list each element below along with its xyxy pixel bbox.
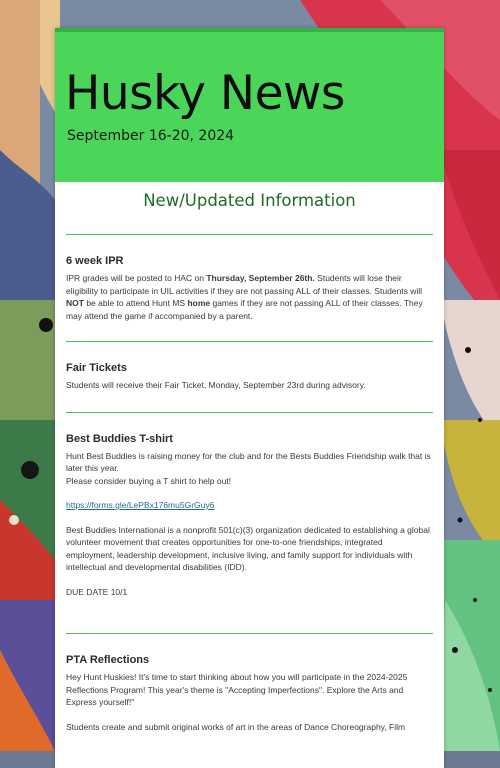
pta-text: Students create and submit original works of art in the areas of Dance Choreography, Film [66, 721, 406, 732]
best-buddies-text: Please consider buying a T shirt to help out! [66, 475, 232, 486]
ipr-heading: 6 week IPR [66, 255, 124, 267]
newsletter-date: September 16-20, 2024 [67, 128, 235, 144]
newsletter-title: Husky News [65, 66, 345, 121]
ipr-text: IPR grades will be posted to HAC on Thursday, September 26th. Students will lose their eligibility to participate in UIL activities if they are not passing ALL of their classes. Students will NOT be able to attend Hunt MS home games if they are not passing ALL of their classes. They may attend the game if accompanied by a parent. [66, 273, 423, 321]
ipr-section [55, 255, 444, 322]
pta-heading: PTA Reflections [66, 654, 150, 666]
fair-section [55, 362, 444, 392]
tshirt-form-link[interactable]: https://forms.gle/LePBx176mu5GrGuy6 [66, 500, 215, 510]
divider [66, 341, 433, 342]
newsletter-card [55, 28, 444, 768]
pta-section [55, 654, 444, 733]
divider [66, 234, 433, 235]
due-date: DUE DATE 10/1 [66, 586, 128, 597]
section-subheading: New/Updated Information [143, 191, 356, 210]
fair-heading: Fair Tickets [66, 362, 127, 374]
best-buddies-heading: Best Buddies T-shirt [66, 432, 173, 445]
divider [66, 412, 433, 413]
best-buddies-text: Hunt Best Buddies is raising money for the club and for the Bests Buddies Friendship walk that is later this year. [66, 450, 431, 473]
header-banner [55, 32, 444, 182]
best-buddies-section [55, 433, 444, 599]
pta-text: Hey Hunt Huskies! It's time to start thinking about how you will participate in the 2024-2025 Reflections Program! This year's theme is "Accepting Imperfections". Explore the Arts and Express yourself!" [66, 672, 408, 707]
divider [66, 633, 433, 634]
best-buddies-description: Best Buddies International is a nonprofit 501(c)(3) organization dedicated to establishing a global volunteer movement that creates opportunities for one-to-one friendships, integrated employment, leadership development, inclusive living, and family support for individuals with intellectual and developmental disabilities (IDD). [66, 524, 430, 572]
fair-text: Students will receive their Fair Ticket, Monday, September 23rd during advisory. [66, 380, 366, 390]
